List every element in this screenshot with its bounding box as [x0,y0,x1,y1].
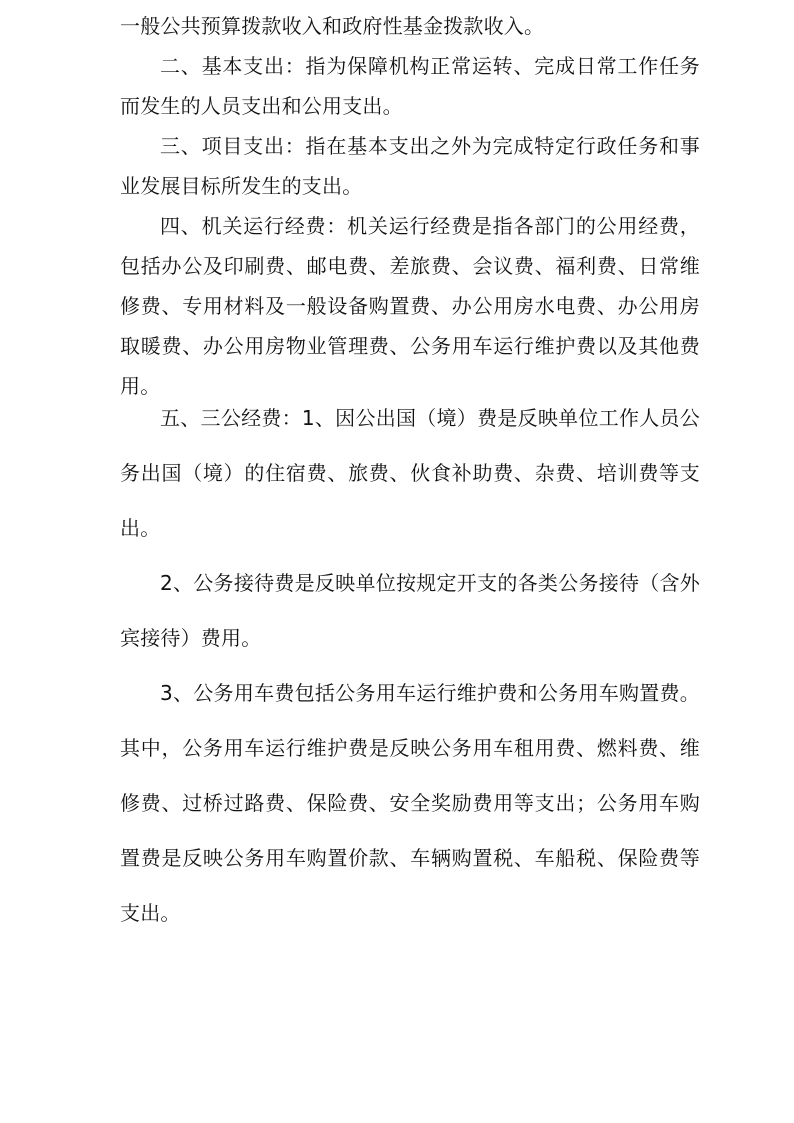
paragraph-operating-funds: 四、机关运行经费：机关运行经费是指各部门的公用经费，包括办公及印刷费、邮电费、差旅费、会议费、福利费、日常维修费、专用材料及一般设备购置费、办公用房水电费、办公用房取暖费、办公用房物业管理费、公务用车运行维护费以及其他费用。 [120,214,700,398]
paragraph-project-expenditure: 三、项目支出：指在基本支出之外为完成特定行政任务和事业发展目标所发生的支出。 [120,134,700,198]
paragraph-basic-expenditure: 二、基本支出：指为保障机构正常运转、完成日常工作任务而发生的人员支出和公用支出。 [120,54,700,118]
paragraph-budget-income-continued: 一般公共预算拨款收入和政府性基金拨款收入。 [120,14,545,38]
paragraph-official-reception-expense: 2、公务接待费是反映单位按规定开支的各类公务接待（含外宾接待）费用。 [120,571,700,650]
paragraph-overseas-travel-expense: 五、三公经费：1、因公出国（境）费是反映单位工作人员公务出国（境）的住宿费、旅费、伙食补助费、杂费、培训费等支出。 [120,406,700,540]
three-public-expenses-section [120,391,700,941]
definitions-section [120,6,700,406]
paragraph-official-vehicle-expense: 3、公务用车费包括公务用车运行维护费和公务用车购置费。其中，公务用车运行维护费是反映公务用车租用费、燃料费、维修费、过桥过路费、保险费、安全奖励费用等支出；公务用车购置费是反映公务用车购置价款、车辆购置税、车船税、保险费等支出。 [120,681,700,925]
